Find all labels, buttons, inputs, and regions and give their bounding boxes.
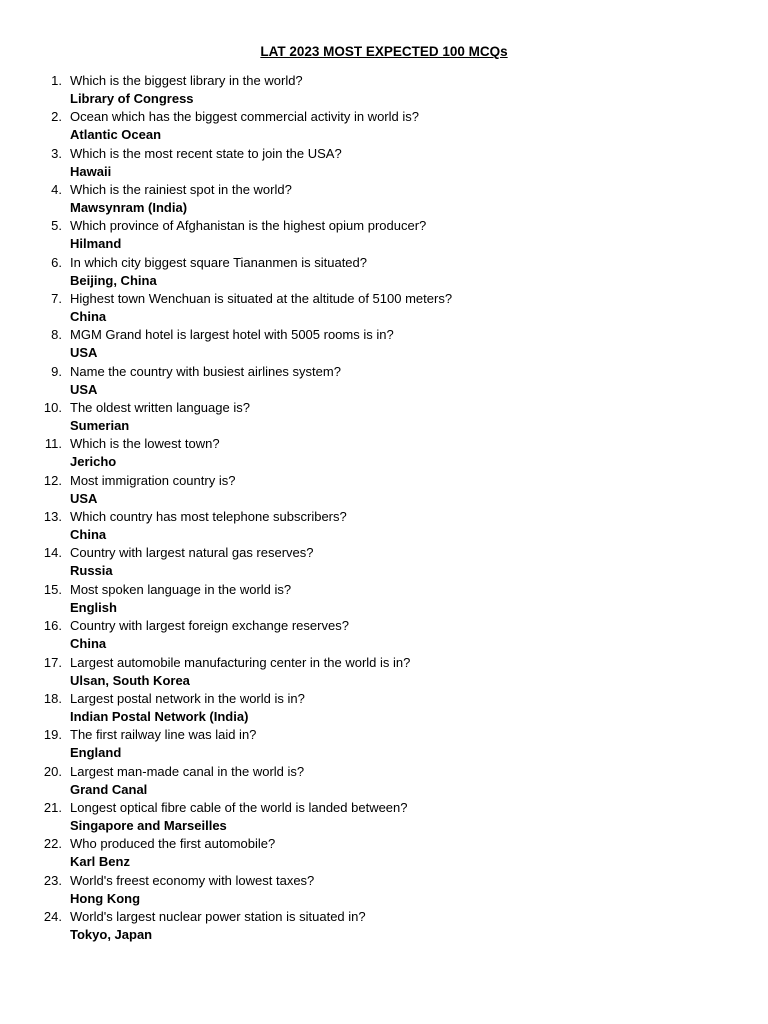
question-number: 22. xyxy=(43,836,62,852)
question-number: 21. xyxy=(43,799,62,815)
mcq-item xyxy=(0,472,768,508)
mcq-item xyxy=(0,908,768,944)
question-text: Largest postal network in the world is in? xyxy=(70,690,305,706)
question-number: 7. xyxy=(51,291,62,307)
question-number: 24. xyxy=(43,908,62,924)
question-number: 10. xyxy=(43,400,62,416)
answer-text: Hilmand xyxy=(70,236,122,252)
answer-text: Karl Benz xyxy=(70,854,130,870)
question-number: 11. xyxy=(44,436,62,452)
answer-text: Sumerian xyxy=(70,418,130,434)
question-number: 5. xyxy=(51,218,62,234)
mcq-item xyxy=(0,617,768,653)
question-number: 2. xyxy=(51,109,62,125)
answer-text: English xyxy=(70,599,117,615)
question-text: World's freest economy with lowest taxes? xyxy=(70,872,315,888)
question-number: 23. xyxy=(43,872,62,888)
question-text: Largest automobile manufacturing center in the world is in? xyxy=(70,654,411,670)
question-number: 20. xyxy=(43,763,62,779)
question-text: The first railway line was laid in? xyxy=(70,727,257,743)
answer-text: USA xyxy=(70,381,98,397)
question-number: 18. xyxy=(43,690,62,706)
question-text: Most immigration country is? xyxy=(70,472,236,488)
question-text: Country with largest foreign exchange reserves? xyxy=(70,618,349,634)
mcq-item xyxy=(0,435,768,471)
answer-text: Hong Kong xyxy=(70,890,141,906)
question-number: 3. xyxy=(51,145,62,161)
question-text: MGM Grand hotel is largest hotel with 5005 rooms is in? xyxy=(70,327,394,343)
question-text: Which is the biggest library in the world? xyxy=(70,73,303,88)
mcq-item xyxy=(0,72,768,108)
answer-text: USA xyxy=(70,345,98,361)
question-number: 14. xyxy=(43,545,62,561)
mcq-item xyxy=(0,326,768,362)
question-text: Name the country with busiest airlines system? xyxy=(70,363,341,379)
question-text: Which is the lowest town? xyxy=(70,436,220,452)
question-text: Country with largest natural gas reserves? xyxy=(70,545,314,561)
answer-text: Beijing, China xyxy=(70,272,157,288)
question-number: 17. xyxy=(43,654,62,670)
mcq-item xyxy=(0,508,768,544)
answer-text: Singapore and Marseilles xyxy=(70,817,227,833)
answer-text: Indian Postal Network (India) xyxy=(70,708,249,724)
mcq-list xyxy=(0,72,768,944)
answer-text: Jericho xyxy=(70,454,117,470)
mcq-item xyxy=(0,581,768,617)
mcq-item xyxy=(0,799,768,835)
question-number: 16. xyxy=(43,618,62,634)
mcq-item xyxy=(0,181,768,217)
question-number: 4. xyxy=(51,182,62,198)
question-text: World's largest nuclear power station is situated in? xyxy=(70,908,366,924)
mcq-item xyxy=(0,145,768,181)
mcq-item xyxy=(0,763,768,799)
mcq-item xyxy=(0,872,768,908)
question-text: Largest man-made canal in the world is? xyxy=(70,763,305,779)
question-number: 13. xyxy=(43,509,62,525)
answer-text: Hawaii xyxy=(70,163,112,179)
answer-text: China xyxy=(70,527,107,543)
answer-text: England xyxy=(70,745,122,761)
question-number: 9. xyxy=(51,363,62,379)
question-text: Highest town Wenchuan is situated at the altitude of 5100 meters? xyxy=(70,291,453,307)
answer-text: Atlantic Ocean xyxy=(70,127,162,143)
question-text: Which province of Afghanistan is the highest opium producer? xyxy=(70,218,427,234)
mcq-item xyxy=(0,290,768,326)
answer-text: Ulsan, South Korea xyxy=(70,672,190,688)
mcq-item xyxy=(0,544,768,580)
question-number: 15. xyxy=(43,581,62,597)
answer-text: China xyxy=(70,309,107,325)
question-text: Most spoken language in the world is? xyxy=(70,581,292,597)
answer-text: Grand Canal xyxy=(70,781,148,797)
mcq-item xyxy=(0,690,768,726)
mcq-item xyxy=(0,399,768,435)
answer-text: Library of Congress xyxy=(70,91,194,106)
mcq-item xyxy=(0,108,768,144)
mcq-item xyxy=(0,835,768,871)
question-number: 1. xyxy=(51,73,62,88)
mcq-item xyxy=(0,217,768,253)
question-text: Longest optical fibre cable of the world is landed between? xyxy=(70,799,408,815)
question-text: Which country has most telephone subscribers? xyxy=(70,509,347,525)
question-number: 19. xyxy=(43,727,62,743)
answer-text: Tokyo, Japan xyxy=(70,926,153,942)
answer-text: USA xyxy=(70,490,98,506)
mcq-item xyxy=(0,363,768,399)
question-number: 12. xyxy=(43,472,62,488)
answer-text: Mawsynram (India) xyxy=(70,200,188,216)
question-number: 8. xyxy=(51,327,62,343)
question-text: Which is the most recent state to join the USA? xyxy=(70,145,342,161)
question-text: Which is the rainiest spot in the world? xyxy=(70,182,292,198)
document-title: LAT 2023 MOST EXPECTED 100 MCQs xyxy=(260,44,508,59)
mcq-item xyxy=(0,654,768,690)
mcq-item xyxy=(0,254,768,290)
question-number: 6. xyxy=(51,254,62,270)
answer-text: Russia xyxy=(70,563,113,579)
answer-text: China xyxy=(70,636,107,652)
question-text: In which city biggest square Tiananmen is situated? xyxy=(70,254,368,270)
mcq-item xyxy=(0,726,768,762)
question-text: The oldest written language is? xyxy=(70,400,250,416)
question-text: Who produced the first automobile? xyxy=(70,836,276,852)
question-text: Ocean which has the biggest commercial activity in world is? xyxy=(70,109,419,125)
